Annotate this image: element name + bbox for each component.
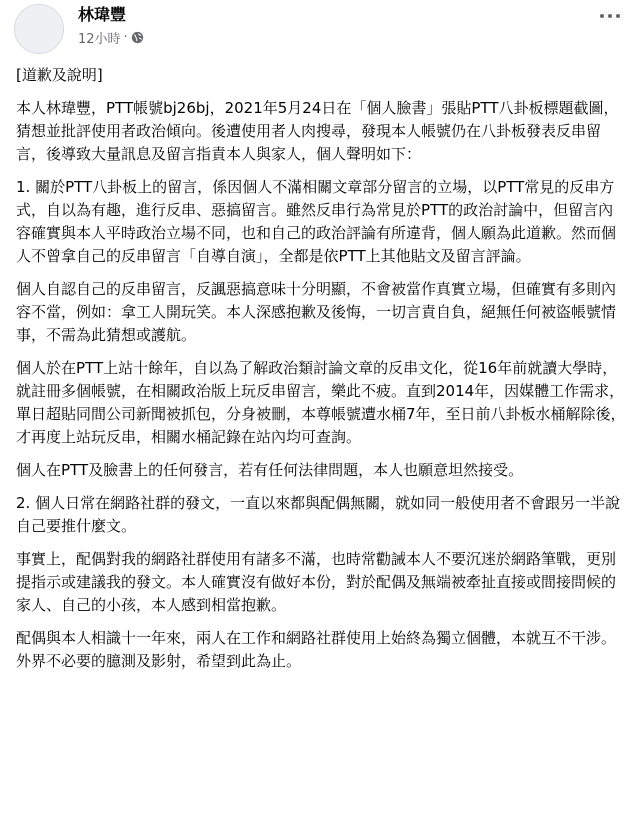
post-paragraph: 個人在PTT及臉書上的任何發言，若有任何法律問題，本人也願意坦然接受。 (16, 461, 524, 479)
more-dot (608, 14, 612, 18)
post-paragraph: [道歉及說明] (16, 66, 103, 84)
post-body (16, 64, 626, 683)
more-dot (600, 14, 604, 18)
post-paragraph: 個人於在PTT上站十餘年，自以為了解政治類討論文章的反串文化，從16年前就讀大學時，就註冊多個帳號，在相關政治版上玩反串留言，樂此不疲。直到2014年，因媒體工作需求，單日超貼同間公司新聞被抓包，分身被刪，本尊帳號遭水桶7年，至日前八卦板水桶解除後，才再度上站玩反串，相關水桶記錄在站內均可查詢。 (16, 359, 626, 446)
post-header (0, 0, 640, 56)
globe-icon[interactable] (131, 31, 144, 44)
more-options-icon[interactable] (600, 14, 620, 18)
post-meta (78, 28, 144, 47)
meta-separator: · (123, 30, 128, 45)
avatar[interactable] (14, 4, 64, 54)
author-name[interactable]: 林瑋豐 (78, 5, 127, 24)
post-time[interactable]: 12小時 (78, 32, 121, 47)
post-paragraph: 事實上，配偶對我的網路社群使用有諸多不滿，也時常勸誡本人不要沉迷於網路筆戰，更別提指示或建議我的發文。本人確實沒有做好本份，對於配偶及無端被牽扯直接或間接問候的家人、自己的小孩，本人感到相當抱歉。 (16, 550, 617, 614)
post-paragraph: 本人林瑋豐，PTT帳號bj26bj，2021年5月24日在「個人臉書」張貼PTT八卦板標題截圖，猜想並批評使用者政治傾向。後遭使用者人肉搜尋，發現本人帳號仍在八卦板發表反串留言，後導致大量訊息及留言指責本人與家人，個人聲明如下： (16, 99, 619, 163)
post-paragraph: 1. 關於PTT八卦板上的留言，係因個人不滿相關文章部分留言的立場，以PTT常見的反串方式，自以為有趣，進行反串、惡搞留言。雖然反串行為常見於PTT的政治討論中，但留言內容確實與本人平時政治立場不同，也和自己的政治評論有所違背，個人願為此道歉。然而個人不曾拿自己的反串留言「自導自演」，全都是依PTT上其他貼文及留言評論。 (16, 178, 617, 265)
post-paragraph: 配偶與本人相識十一年來，兩人在工作和網路社群使用上始終為獨立個體，本就互不干涉。外界不必要的臆測及影射，希望到此為止。 (16, 629, 617, 670)
post-paragraph: 個人自認自己的反串留言，反諷惡搞意味十分明顯，不會被當作真實立場，但確實有多則內容不當，例如：拿工人開玩笑。本人深感抱歉及後悔，一切言責自負，絕無任何被盜帳號情事，不需為此猜想或護航。 (16, 280, 617, 344)
post-paragraph: 2. 個人日常在網路社群的發文，一直以來都與配偶無關，就如同一般使用者不會跟另一半說自己要推什麼文。 (16, 494, 621, 535)
more-dot (616, 14, 620, 18)
